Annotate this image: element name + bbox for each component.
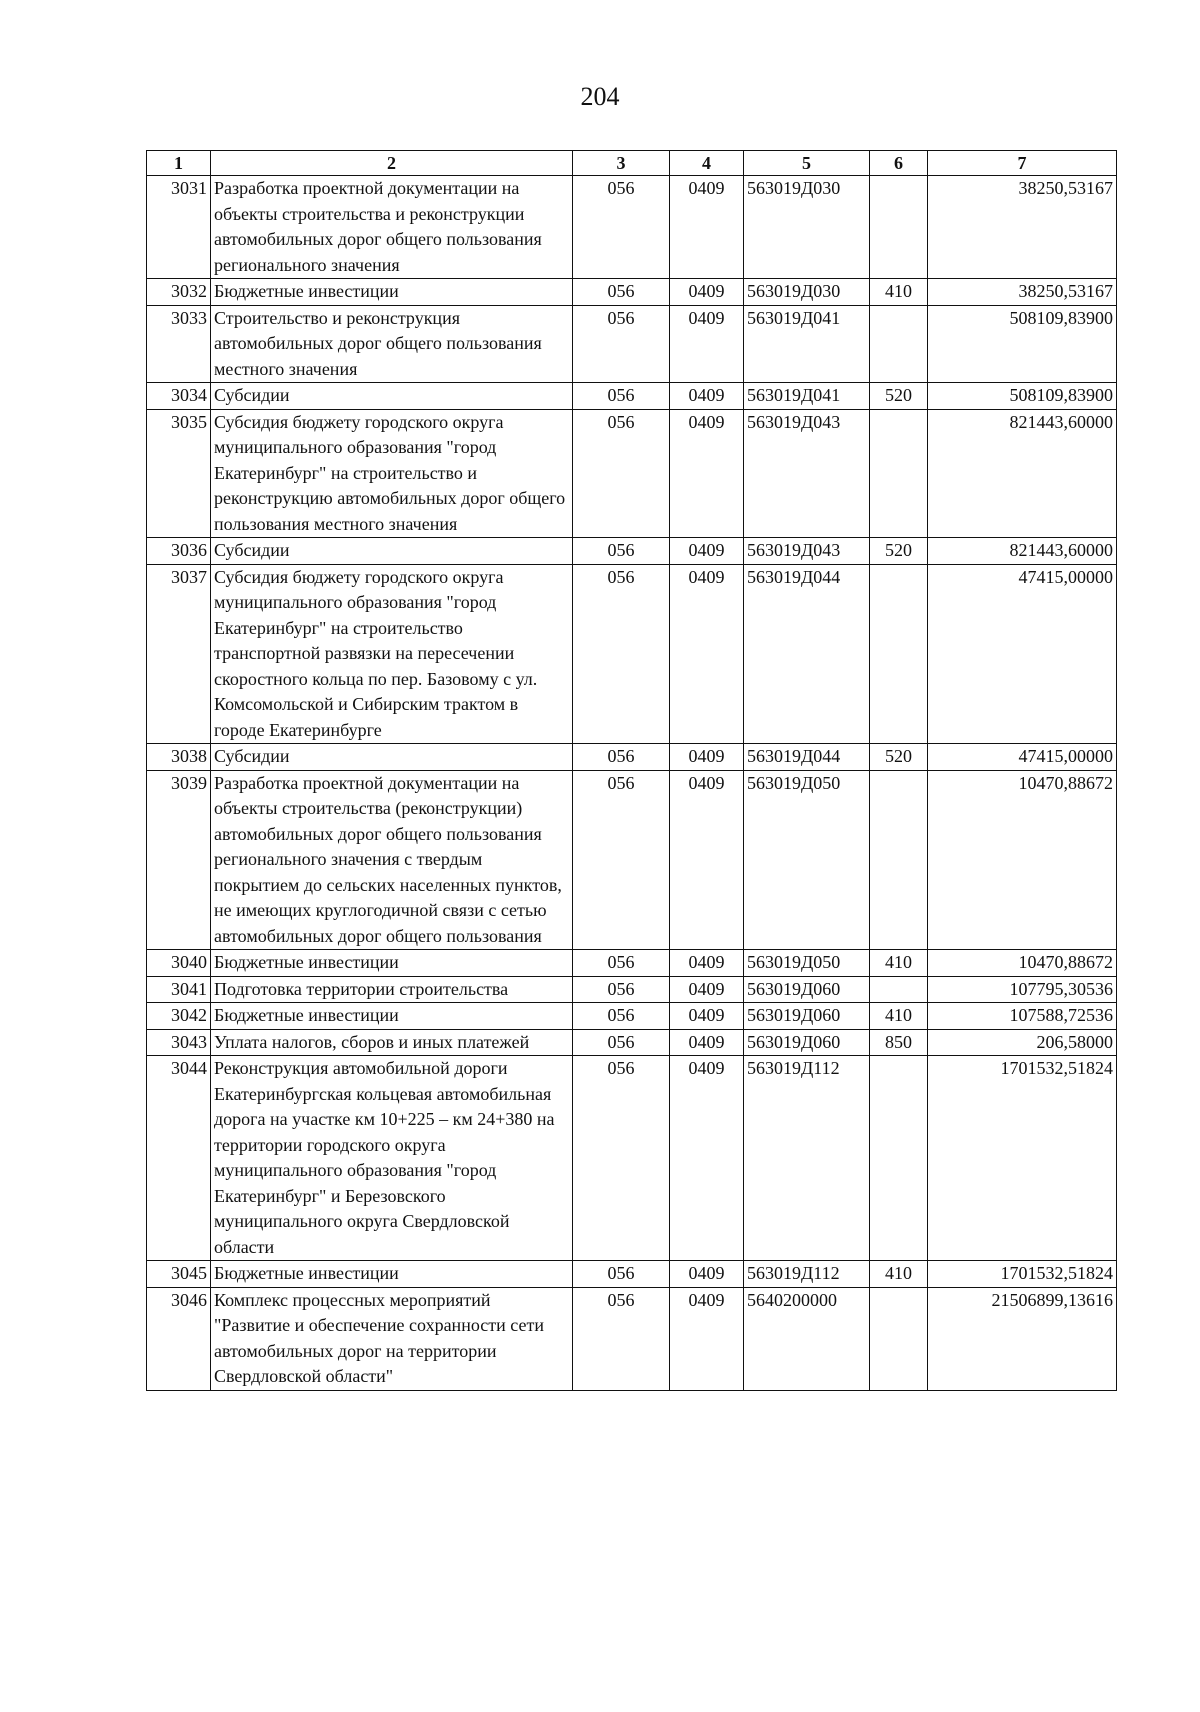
target-article-cell: 563019Д044	[744, 564, 870, 744]
table-row	[147, 770, 1117, 950]
target-article-cell: 563019Д041	[744, 305, 870, 383]
target-article-cell: 563019Д050	[744, 770, 870, 950]
section-code-cell: 0409	[670, 950, 744, 977]
table-row	[147, 976, 1117, 1003]
amount-cell: 206,58000	[928, 1029, 1117, 1056]
table-row	[147, 538, 1117, 565]
target-article-cell: 563019Д050	[744, 950, 870, 977]
table-row	[147, 744, 1117, 771]
row-name-cell: Комплекс процессных мероприятий "Развитие и обеспечение сохранности сети автомобильных дорог на территории Свердловской области"	[211, 1287, 573, 1390]
table-row	[147, 950, 1117, 977]
expense-type-cell	[870, 564, 928, 744]
section-code-cell: 0409	[670, 176, 744, 279]
expense-type-cell	[870, 770, 928, 950]
amount-cell: 107795,30536	[928, 976, 1117, 1003]
target-article-cell: 563019Д030	[744, 279, 870, 306]
amount-cell: 47415,00000	[928, 564, 1117, 744]
row-number-cell: 3031	[147, 176, 211, 279]
expense-type-cell	[870, 1287, 928, 1390]
header-cell: 5	[744, 151, 870, 176]
target-article-cell: 563019Д060	[744, 1003, 870, 1030]
table-row	[147, 1003, 1117, 1030]
admin-code-cell: 056	[573, 950, 670, 977]
amount-cell: 508109,83900	[928, 305, 1117, 383]
expense-type-cell	[870, 305, 928, 383]
admin-code-cell: 056	[573, 1029, 670, 1056]
row-number-cell: 3039	[147, 770, 211, 950]
admin-code-cell: 056	[573, 1003, 670, 1030]
expense-type-cell: 410	[870, 279, 928, 306]
row-number-cell: 3038	[147, 744, 211, 771]
amount-cell: 1701532,51824	[928, 1261, 1117, 1288]
section-code-cell: 0409	[670, 305, 744, 383]
row-number-cell: 3042	[147, 1003, 211, 1030]
row-name-cell: Бюджетные инвестиции	[211, 279, 573, 306]
expense-type-cell	[870, 176, 928, 279]
expense-type-cell: 850	[870, 1029, 928, 1056]
expense-type-cell: 410	[870, 1003, 928, 1030]
admin-code-cell: 056	[573, 279, 670, 306]
header-cell: 2	[211, 151, 573, 176]
expense-type-cell: 410	[870, 1261, 928, 1288]
admin-code-cell: 056	[573, 1261, 670, 1288]
row-name-cell: Реконструкция автомобильной дороги Екатеринбургская кольцевая автомобильная дорога на участке км 10+225 – км 24+380 на территории городского округа муниципального образования "город Екатеринбург" и Березовского муниципального округа Свердловской области	[211, 1056, 573, 1261]
amount-cell: 10470,88672	[928, 770, 1117, 950]
admin-code-cell: 056	[573, 176, 670, 279]
expense-type-cell: 520	[870, 538, 928, 565]
row-name-cell: Подготовка территории строительства	[211, 976, 573, 1003]
expense-type-cell: 520	[870, 383, 928, 410]
table-body	[147, 176, 1117, 1391]
row-name-cell: Разработка проектной документации на объекты строительства и реконструкции автомобильных дорог общего пользования регионального значения	[211, 176, 573, 279]
row-number-cell: 3036	[147, 538, 211, 565]
header-cell: 4	[670, 151, 744, 176]
section-code-cell: 0409	[670, 409, 744, 538]
row-number-cell: 3035	[147, 409, 211, 538]
amount-cell: 38250,53167	[928, 176, 1117, 279]
row-number-cell: 3034	[147, 383, 211, 410]
amount-cell: 38250,53167	[928, 279, 1117, 306]
row-name-cell: Субсидия бюджету городского округа муниципального образования "город Екатеринбург" на строительство и реконструкцию автомобильных дорог общего пользования местного значения	[211, 409, 573, 538]
admin-code-cell: 056	[573, 564, 670, 744]
admin-code-cell: 056	[573, 409, 670, 538]
admin-code-cell: 056	[573, 744, 670, 771]
admin-code-cell: 056	[573, 1056, 670, 1261]
amount-cell: 508109,83900	[928, 383, 1117, 410]
amount-cell: 821443,60000	[928, 409, 1117, 538]
row-number-cell: 3046	[147, 1287, 211, 1390]
expense-type-cell: 410	[870, 950, 928, 977]
expense-type-cell	[870, 1056, 928, 1261]
row-name-cell: Бюджетные инвестиции	[211, 1261, 573, 1288]
target-article-cell: 563019Д060	[744, 1029, 870, 1056]
admin-code-cell: 056	[573, 1287, 670, 1390]
table-row	[147, 409, 1117, 538]
section-code-cell: 0409	[670, 564, 744, 744]
expense-type-cell	[870, 409, 928, 538]
amount-cell: 107588,72536	[928, 1003, 1117, 1030]
amount-cell: 10470,88672	[928, 950, 1117, 977]
table-row	[147, 176, 1117, 279]
row-number-cell: 3043	[147, 1029, 211, 1056]
amount-cell: 47415,00000	[928, 744, 1117, 771]
admin-code-cell: 056	[573, 976, 670, 1003]
header-cell: 1	[147, 151, 211, 176]
budget-table	[146, 150, 1117, 1391]
target-article-cell: 5640200000	[744, 1287, 870, 1390]
admin-code-cell: 056	[573, 383, 670, 410]
section-code-cell: 0409	[670, 1261, 744, 1288]
amount-cell: 21506899,13616	[928, 1287, 1117, 1390]
expense-type-cell: 520	[870, 744, 928, 771]
admin-code-cell: 056	[573, 305, 670, 383]
section-code-cell: 0409	[670, 1287, 744, 1390]
row-name-cell: Бюджетные инвестиции	[211, 950, 573, 977]
row-number-cell: 3037	[147, 564, 211, 744]
row-number-cell: 3033	[147, 305, 211, 383]
section-code-cell: 0409	[670, 1056, 744, 1261]
table-header-row	[147, 151, 1117, 176]
table-row	[147, 1056, 1117, 1261]
section-code-cell: 0409	[670, 744, 744, 771]
row-name-cell: Субсидии	[211, 383, 573, 410]
table-row	[147, 305, 1117, 383]
section-code-cell: 0409	[670, 383, 744, 410]
table-row	[147, 1029, 1117, 1056]
row-number-cell: 3040	[147, 950, 211, 977]
target-article-cell: 563019Д041	[744, 383, 870, 410]
row-name-cell: Субсидия бюджету городского округа муниципального образования "город Екатеринбург" на строительство транспортной развязки на пересечении скоростного кольца по пер. Базовому с ул. Комсомольской и Сибирским трактом в городе Екатеринбурге	[211, 564, 573, 744]
row-number-cell: 3032	[147, 279, 211, 306]
table-row	[147, 1261, 1117, 1288]
header-cell: 7	[928, 151, 1117, 176]
section-code-cell: 0409	[670, 279, 744, 306]
table-row	[147, 1287, 1117, 1390]
row-number-cell: 3041	[147, 976, 211, 1003]
target-article-cell: 563019Д030	[744, 176, 870, 279]
target-article-cell: 563019Д060	[744, 976, 870, 1003]
amount-cell: 1701532,51824	[928, 1056, 1117, 1261]
row-name-cell: Уплата налогов, сборов и иных платежей	[211, 1029, 573, 1056]
section-code-cell: 0409	[670, 1029, 744, 1056]
admin-code-cell: 056	[573, 770, 670, 950]
amount-cell: 821443,60000	[928, 538, 1117, 565]
row-name-cell: Субсидии	[211, 538, 573, 565]
row-name-cell: Строительство и реконструкция автомобильных дорог общего пользования местного значения	[211, 305, 573, 383]
table-row	[147, 564, 1117, 744]
target-article-cell: 563019Д043	[744, 409, 870, 538]
target-article-cell: 563019Д043	[744, 538, 870, 565]
page-number: 204	[580, 82, 620, 111]
row-name-cell: Бюджетные инвестиции	[211, 1003, 573, 1030]
admin-code-cell: 056	[573, 538, 670, 565]
section-code-cell: 0409	[670, 1003, 744, 1030]
row-number-cell: 3045	[147, 1261, 211, 1288]
row-name-cell: Разработка проектной документации на объекты строительства (реконструкции) автомобильных дорог общего пользования регионального значения с твердым покрытием до сельских населенных пунктов, не имеющих круглогодичной связи с сетью автомобильных дорог общего пользования	[211, 770, 573, 950]
table-row	[147, 279, 1117, 306]
section-code-cell: 0409	[670, 770, 744, 950]
section-code-cell: 0409	[670, 538, 744, 565]
target-article-cell: 563019Д044	[744, 744, 870, 771]
header-cell: 6	[870, 151, 928, 176]
row-name-cell: Субсидии	[211, 744, 573, 771]
header-cell: 3	[573, 151, 670, 176]
target-article-cell: 563019Д112	[744, 1056, 870, 1261]
table-row	[147, 383, 1117, 410]
section-code-cell: 0409	[670, 976, 744, 1003]
expense-type-cell	[870, 976, 928, 1003]
row-number-cell: 3044	[147, 1056, 211, 1261]
target-article-cell: 563019Д112	[744, 1261, 870, 1288]
